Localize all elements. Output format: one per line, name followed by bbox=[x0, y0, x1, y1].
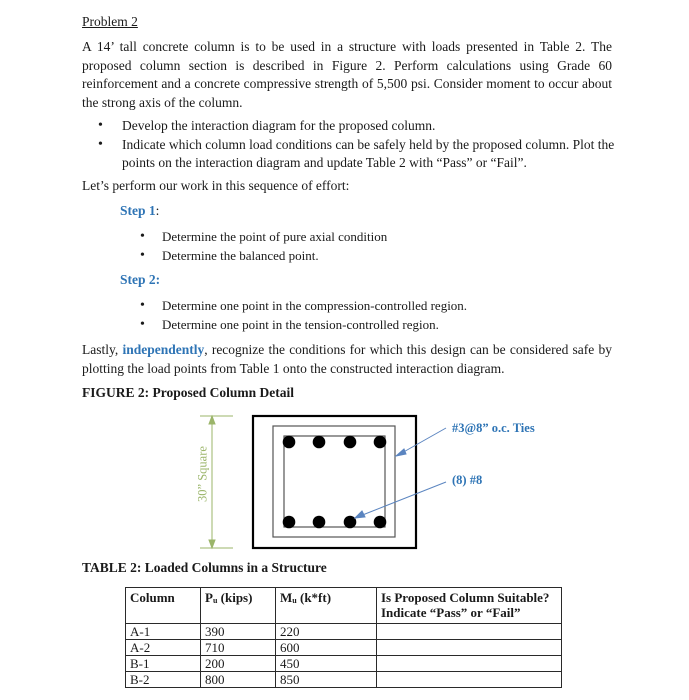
lastly-prefix: Lastly, bbox=[82, 342, 123, 357]
step-2-list bbox=[140, 297, 600, 334]
concrete-outline bbox=[253, 416, 416, 548]
header-suitable-line2: Indicate “Pass” or “Fail” bbox=[381, 605, 521, 620]
cell-result[interactable] bbox=[377, 624, 562, 640]
table-row bbox=[126, 656, 562, 672]
header-mu-unit: (k*ft) bbox=[296, 590, 332, 605]
cell-result[interactable] bbox=[377, 656, 562, 672]
table-header-row bbox=[126, 588, 562, 624]
step-2-item: • Determine one point in the tension-controlled region. bbox=[140, 316, 600, 335]
cell-mu: 850 bbox=[276, 672, 377, 688]
task-list bbox=[98, 117, 618, 173]
header-mu-subscript: u bbox=[292, 596, 297, 605]
task-item: • Indicate which column load conditions can be safely held by the proposed column. Plot the points on the interaction diagram and update Table 2 with “Pass” or “Fail”. bbox=[98, 136, 618, 173]
cell-pu: 200 bbox=[201, 656, 276, 672]
header-pu-symbol: P bbox=[205, 590, 213, 605]
step-2-label: Step 2: bbox=[120, 272, 161, 287]
step-1-colon: : bbox=[155, 203, 160, 218]
cell-column: A-1 bbox=[126, 624, 201, 640]
step-1-item: • Determine the balanced point. bbox=[140, 247, 600, 266]
step-1-list bbox=[140, 228, 600, 265]
sequence-lead: Let’s perform our work in this sequence of effort: bbox=[82, 178, 350, 193]
header-mu-symbol: M bbox=[280, 590, 293, 605]
cell-column: A-2 bbox=[126, 640, 201, 656]
cell-pu: 710 bbox=[201, 640, 276, 656]
cell-mu: 600 bbox=[276, 640, 377, 656]
lastly-suffix: , recognize the conditions for which this design can be considered safe by plotting the load points from Table 1 onto the constructed interaction diagram. bbox=[82, 342, 612, 376]
problem-intro: A 14’ tall concrete column is to be used in a structure with loads presented in Table 2. The proposed column section is described in Figure 2. Perform calculations using Grade 60 reinforcement and a concrete compressive strength of 5,500 psi. Consider moment to occur about the strong axis of the column. bbox=[82, 39, 612, 110]
step-1-item: • Determine the point of pure axial condition bbox=[140, 228, 600, 247]
step-1-heading bbox=[120, 203, 159, 219]
lastly-emphasis: independently bbox=[122, 342, 205, 357]
step-1-label: Step 1 bbox=[120, 203, 156, 218]
table-title: TABLE 2: Loaded Columns in a Structure bbox=[82, 560, 327, 575]
header-suitable-line1: Is Proposed Column Suitable? bbox=[381, 590, 550, 605]
cell-column: B-2 bbox=[126, 672, 201, 688]
cell-pu: 390 bbox=[201, 624, 276, 640]
dimension-label: 30” Square bbox=[195, 446, 210, 502]
tie-inner bbox=[284, 436, 385, 527]
tie-outer bbox=[273, 426, 395, 537]
table-row bbox=[126, 672, 562, 688]
table-row bbox=[126, 640, 562, 656]
header-pu-subscript: u bbox=[212, 596, 218, 605]
header-pu bbox=[201, 588, 276, 624]
cell-mu: 450 bbox=[276, 656, 377, 672]
step-2-heading bbox=[120, 272, 160, 288]
cell-pu: 800 bbox=[201, 672, 276, 688]
cell-result[interactable] bbox=[377, 640, 562, 656]
header-mu bbox=[276, 588, 377, 624]
lastly-paragraph bbox=[82, 341, 612, 378]
cell-column: B-1 bbox=[126, 656, 201, 672]
loads-table bbox=[125, 587, 562, 688]
ties-callout: #3@8” o.c. Ties bbox=[452, 421, 535, 435]
header-suitable bbox=[377, 588, 562, 624]
cell-mu: 220 bbox=[276, 624, 377, 640]
table-row bbox=[126, 624, 562, 640]
task-item: • Develop the interaction diagram for the proposed column. bbox=[98, 117, 618, 136]
figure-title: FIGURE 2: Proposed Column Detail bbox=[82, 385, 295, 400]
bars-callout: (8) #8 bbox=[452, 473, 483, 487]
cell-result[interactable] bbox=[377, 672, 562, 688]
rebar-group bbox=[283, 436, 387, 529]
step-2-item: • Determine one point in the compression-controlled region. bbox=[140, 297, 600, 316]
header-pu-unit: (kips) bbox=[217, 590, 253, 605]
header-column: Column bbox=[126, 588, 201, 624]
problem-title: Problem 2 bbox=[82, 14, 138, 29]
